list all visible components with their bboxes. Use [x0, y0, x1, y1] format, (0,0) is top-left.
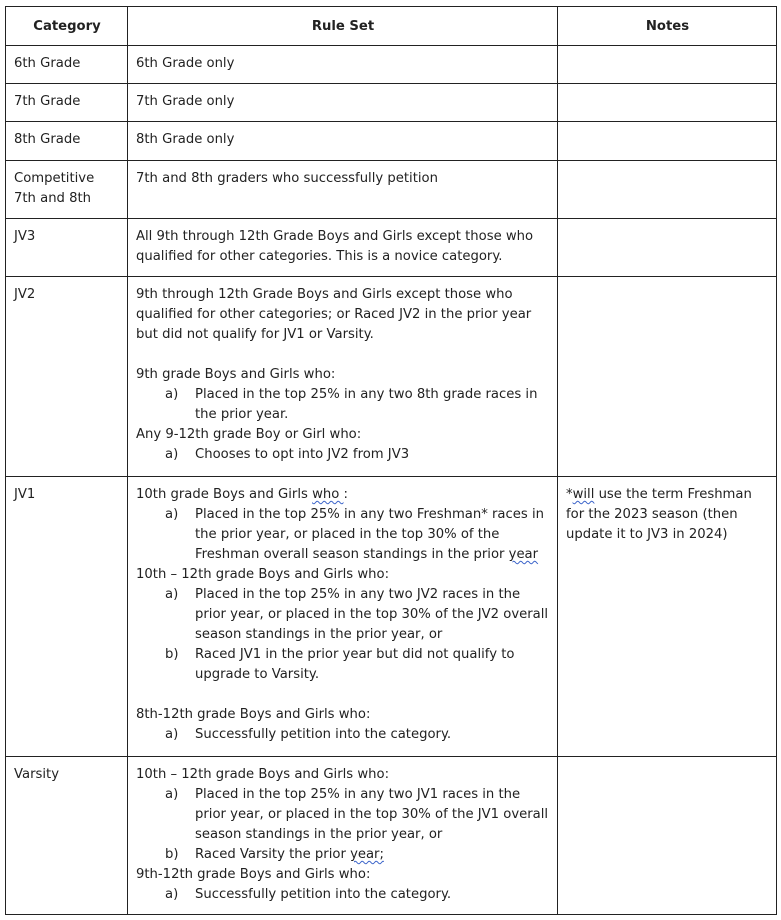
list-marker: a) — [165, 387, 179, 402]
list-item-text: Placed in the top 25% in any two JV2 races in the prior year, or placed in the top 30% of the JV2 overall season standings in the prior year, or — [195, 587, 549, 642]
category-label: JV3 — [14, 229, 36, 244]
table-row — [6, 45, 776, 83]
notes-cell — [558, 477, 776, 756]
category-label: JV2 — [14, 287, 36, 302]
category-label-line-1: Competitive — [14, 171, 95, 186]
table-row — [6, 121, 776, 160]
category-cell — [6, 161, 128, 218]
heading-text-suffix: : — [343, 487, 348, 502]
table-row — [6, 160, 776, 218]
category-label: 6th Grade — [14, 56, 81, 71]
list-item-text — [195, 505, 550, 565]
group-heading: 10th – 12th grade Boys and Girls who: — [136, 567, 390, 582]
rule-cell — [128, 277, 558, 476]
group-heading — [136, 485, 550, 505]
rule-text: 7th Grade only — [136, 94, 235, 109]
notes-cell — [558, 46, 776, 83]
group-heading: Any 9-12th grade Boy or Girl who: — [136, 427, 362, 442]
category-cell — [6, 757, 128, 914]
header-rule-set: Rule Set — [128, 7, 558, 45]
list-marker: b) — [165, 647, 179, 662]
spacer — [136, 345, 550, 365]
group-heading: 9th-12th grade Boys and Girls who: — [136, 867, 371, 882]
spellcheck-flagged-text: year; — [350, 847, 384, 862]
list-marker: a) — [165, 787, 179, 802]
list-marker: a) — [165, 887, 179, 902]
list-item-text-main: Placed in the top 25% in any two Freshman* races in the prior year, or placed in the top 30% of the Freshman overall season standings in the prior — [195, 507, 544, 562]
list-item — [136, 785, 550, 845]
heading-text: 10th grade Boys and Girls — [136, 487, 313, 502]
list-item-text: Placed in the top 25% in any two 8th grade races in the prior year. — [195, 387, 538, 422]
spellcheck-flagged-text: will — [572, 487, 595, 502]
list-item-text: Placed in the top 25% in any two JV1 races in the prior year, or placed in the top 30% of the JV1 overall season standings in the prior year, or — [195, 787, 549, 842]
rule-cell — [128, 161, 558, 218]
category-label-line-2: 7th and 8th — [14, 191, 92, 206]
list-item-text: Chooses to opt into JV2 from JV3 — [195, 447, 410, 462]
list-item — [136, 885, 550, 905]
rule-text: 8th Grade only — [136, 132, 235, 147]
spacer — [136, 685, 550, 705]
table-header-row — [6, 7, 776, 45]
table-row — [6, 476, 776, 756]
category-cell — [6, 277, 128, 476]
rule-text-line-1: All 9th through 12th Grade Boys and Girls except those who — [136, 229, 534, 244]
list-item — [136, 845, 550, 865]
notes-cell — [558, 277, 776, 476]
rule-cell — [128, 84, 558, 121]
group-heading: 9th grade Boys and Girls who: — [136, 367, 336, 382]
category-cell — [6, 46, 128, 83]
rules-table — [5, 6, 777, 915]
group-heading: 8th-12th grade Boys and Girls who: — [136, 707, 371, 722]
rule-text-line-1: 9th through 12th Grade Boys and Girls except those who — [136, 287, 513, 302]
list-item — [136, 445, 550, 465]
spellcheck-flagged-text: year — [508, 547, 539, 562]
rule-cell — [128, 757, 558, 914]
category-label: 7th Grade — [14, 94, 81, 109]
group-heading: 10th – 12th grade Boys and Girls who: — [136, 767, 390, 782]
list-item-text-main: Raced Varsity the prior — [195, 847, 351, 862]
table-row — [6, 83, 776, 121]
rule-cell — [128, 477, 558, 756]
category-label: JV1 — [14, 487, 36, 502]
list-marker: a) — [165, 727, 179, 742]
category-label: Varsity — [14, 767, 60, 782]
rule-text-line-2: qualified for other categories; or Raced JV2 in the prior year — [136, 307, 532, 322]
list-item — [136, 385, 550, 425]
list-item — [136, 725, 550, 745]
notes-cell — [558, 219, 776, 276]
list-item — [136, 645, 550, 685]
notes-cell — [558, 161, 776, 218]
header-notes: Notes — [645, 19, 690, 34]
category-cell — [6, 84, 128, 121]
list-marker: b) — [165, 847, 179, 862]
notes-cell — [558, 84, 776, 121]
list-item-text: Successfully petition into the category. — [195, 887, 452, 902]
table-row — [6, 218, 776, 276]
list-marker: a) — [165, 587, 179, 602]
list-item — [136, 585, 550, 645]
header-category: Category — [6, 7, 128, 45]
notes-text-prefix: * — [566, 487, 573, 502]
rule-text-line-3: but did not qualify for JV1 or Varsity. — [136, 327, 374, 342]
category-cell — [6, 219, 128, 276]
rule-text-line-2: qualified for other categories. This is a novice category. — [136, 249, 503, 264]
category-cell — [6, 122, 128, 160]
rule-cell — [128, 122, 558, 160]
rule-cell — [128, 219, 558, 276]
rule-cell — [128, 46, 558, 83]
table-row — [6, 276, 776, 476]
notes-cell — [558, 757, 776, 914]
table-row — [6, 756, 776, 914]
list-item-text: Successfully petition into the category. — [195, 727, 452, 742]
list-item-text — [195, 845, 550, 865]
category-label: 8th Grade — [14, 132, 81, 147]
list-marker: a) — [165, 507, 179, 522]
rule-text: 6th Grade only — [136, 56, 235, 71]
notes-cell — [558, 122, 776, 160]
list-item-text: Raced JV1 in the prior year but did not qualify to upgrade to Varsity. — [195, 647, 515, 682]
notes-text: use the term Freshman for the 2023 season (then update it to JV3 in 2024) — [566, 487, 752, 542]
list-marker: a) — [165, 447, 179, 462]
spellcheck-flagged-text: who — [312, 487, 344, 502]
category-cell — [6, 477, 128, 756]
list-item — [136, 505, 550, 565]
rule-text: 7th and 8th graders who successfully petition — [136, 171, 438, 186]
